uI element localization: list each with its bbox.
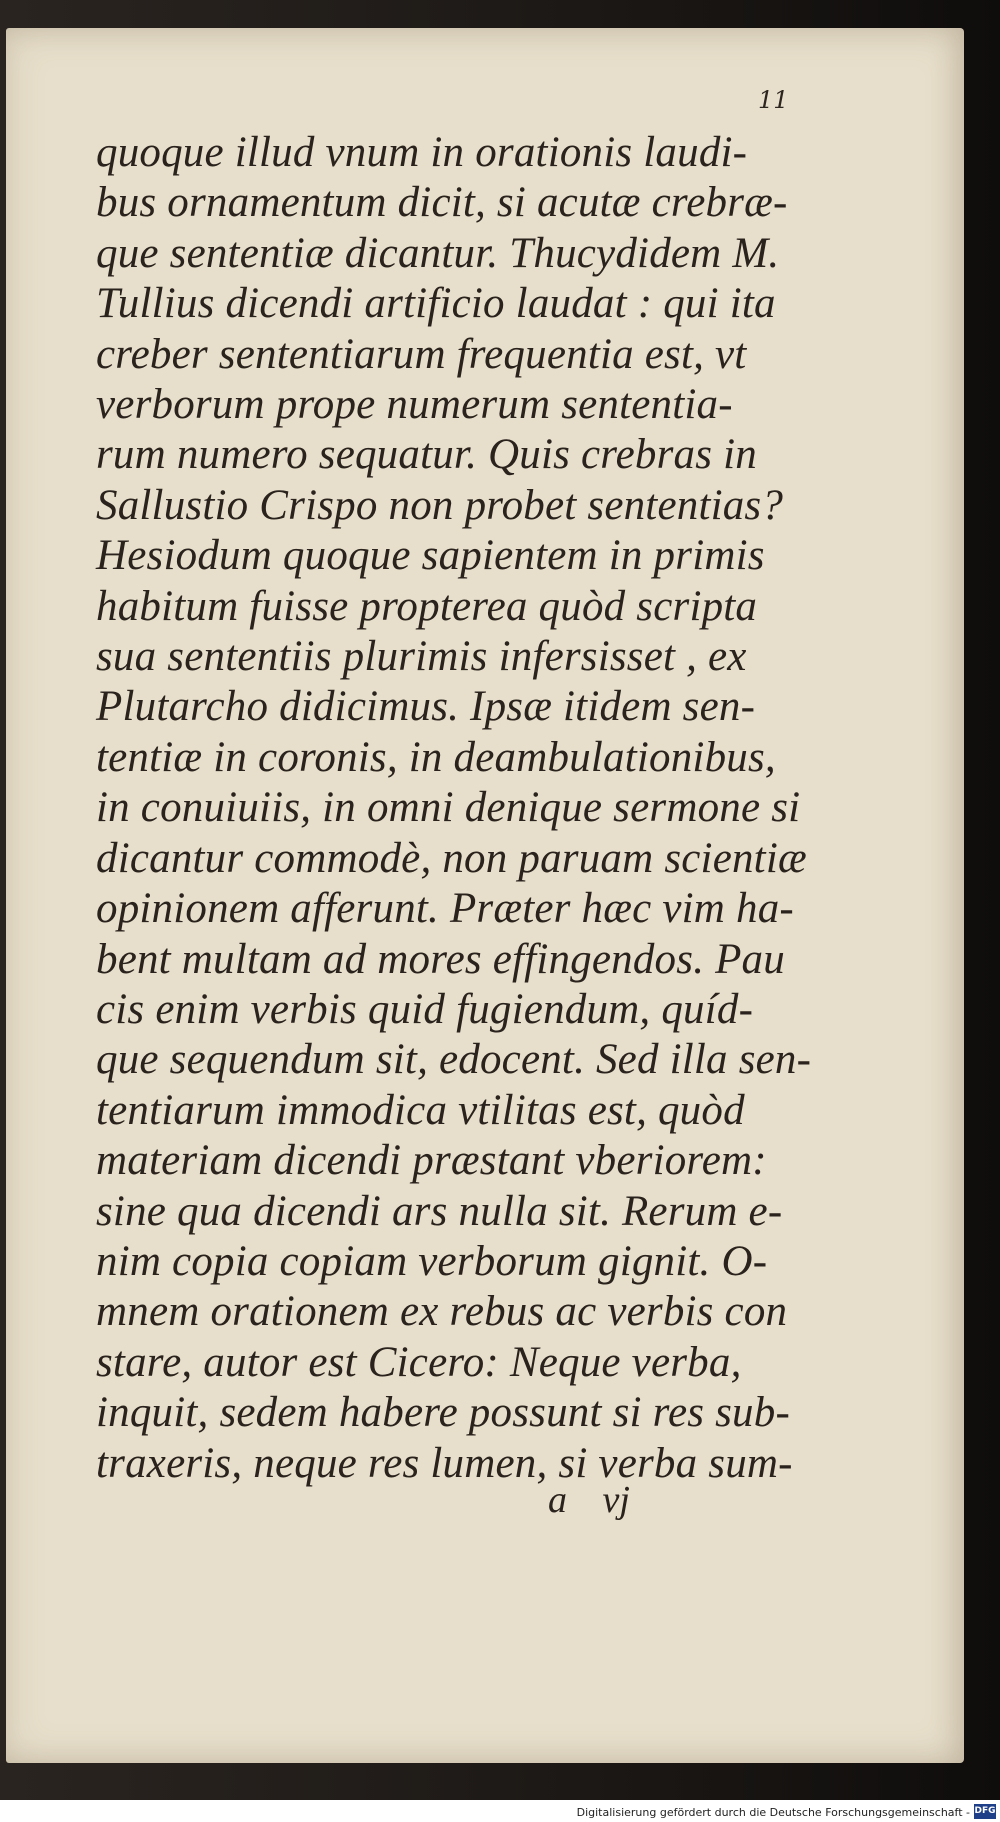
text-line: materiam dicendi præstant vberiorem:	[96, 1137, 767, 1185]
text-line: inquit, sedem habere possunt si res sub-	[96, 1389, 790, 1437]
text-line: verborum prope numerum sententia-	[96, 381, 733, 429]
text-line: Tullius dicendi artificio laudat : qui ita	[96, 280, 776, 328]
text-line: sine qua dicendi ars nulla sit. Rerum e-	[96, 1187, 783, 1235]
text-line: sua sententiis plurimis infersisset , ex	[96, 633, 747, 681]
text-line: creber sententiarum frequentia est, vt	[96, 330, 747, 378]
text-line: stare, autor est Cicero: Neque verba,	[96, 1338, 742, 1386]
text-line: dicantur commodè, non paruam scientiæ	[96, 834, 807, 882]
page-number: 11	[758, 86, 789, 114]
text-line: nim copia copiam verborum gignit. O-	[96, 1237, 768, 1285]
text-line: traxeris, neque res lumen, si verba sum-	[96, 1439, 793, 1487]
text-line: Hesiodum quoque sapientem in primis	[96, 532, 765, 580]
text-line: habitum fuisse propterea quòd scripta	[96, 582, 758, 630]
text-line: que sententiæ dicantur. Thucydidem M.	[96, 229, 780, 277]
text-line: in conuiuiis, in omni denique sermone si	[96, 784, 801, 832]
text-line: que sequendum sit, edocent. Sed illa sen-	[96, 1036, 812, 1084]
text-line: Sallustio Crispo non probet sententias?	[96, 481, 784, 529]
dfg-logo-icon: DFG	[974, 1804, 996, 1819]
text-line: mnem orationem ex rebus ac verbis con	[96, 1288, 788, 1336]
text-line: bus ornamentum dicit, si acutæ crebræ-	[96, 179, 788, 227]
text-line: quoque illud vnum in orationis laudi-	[96, 129, 748, 176]
funding-credit: Digitalisierung gefördert durch die Deutsche Forschungsgemeinschaft -	[576, 1806, 970, 1819]
text-line: opinionem afferunt. Præter hæc vim ha-	[96, 885, 794, 933]
signature-mark: a vj	[548, 1479, 630, 1521]
text-line: tentiarum immodica vtilitas est, quòd	[96, 1086, 745, 1134]
text-line: cis enim verbis quid fugiendum, quíd-	[96, 985, 754, 1033]
text-line: tentiæ in coronis, in deambulationibus,	[96, 733, 776, 781]
text-line: bent multam ad mores effingendos. Pau	[96, 935, 785, 983]
footer-bar	[0, 1800, 1000, 1822]
text-line: Plutarcho didicimus. Ipsæ itidem sen-	[96, 683, 756, 731]
text-line: rum numero sequatur. Quis crebras in	[96, 431, 757, 479]
body-text	[96, 128, 816, 1489]
